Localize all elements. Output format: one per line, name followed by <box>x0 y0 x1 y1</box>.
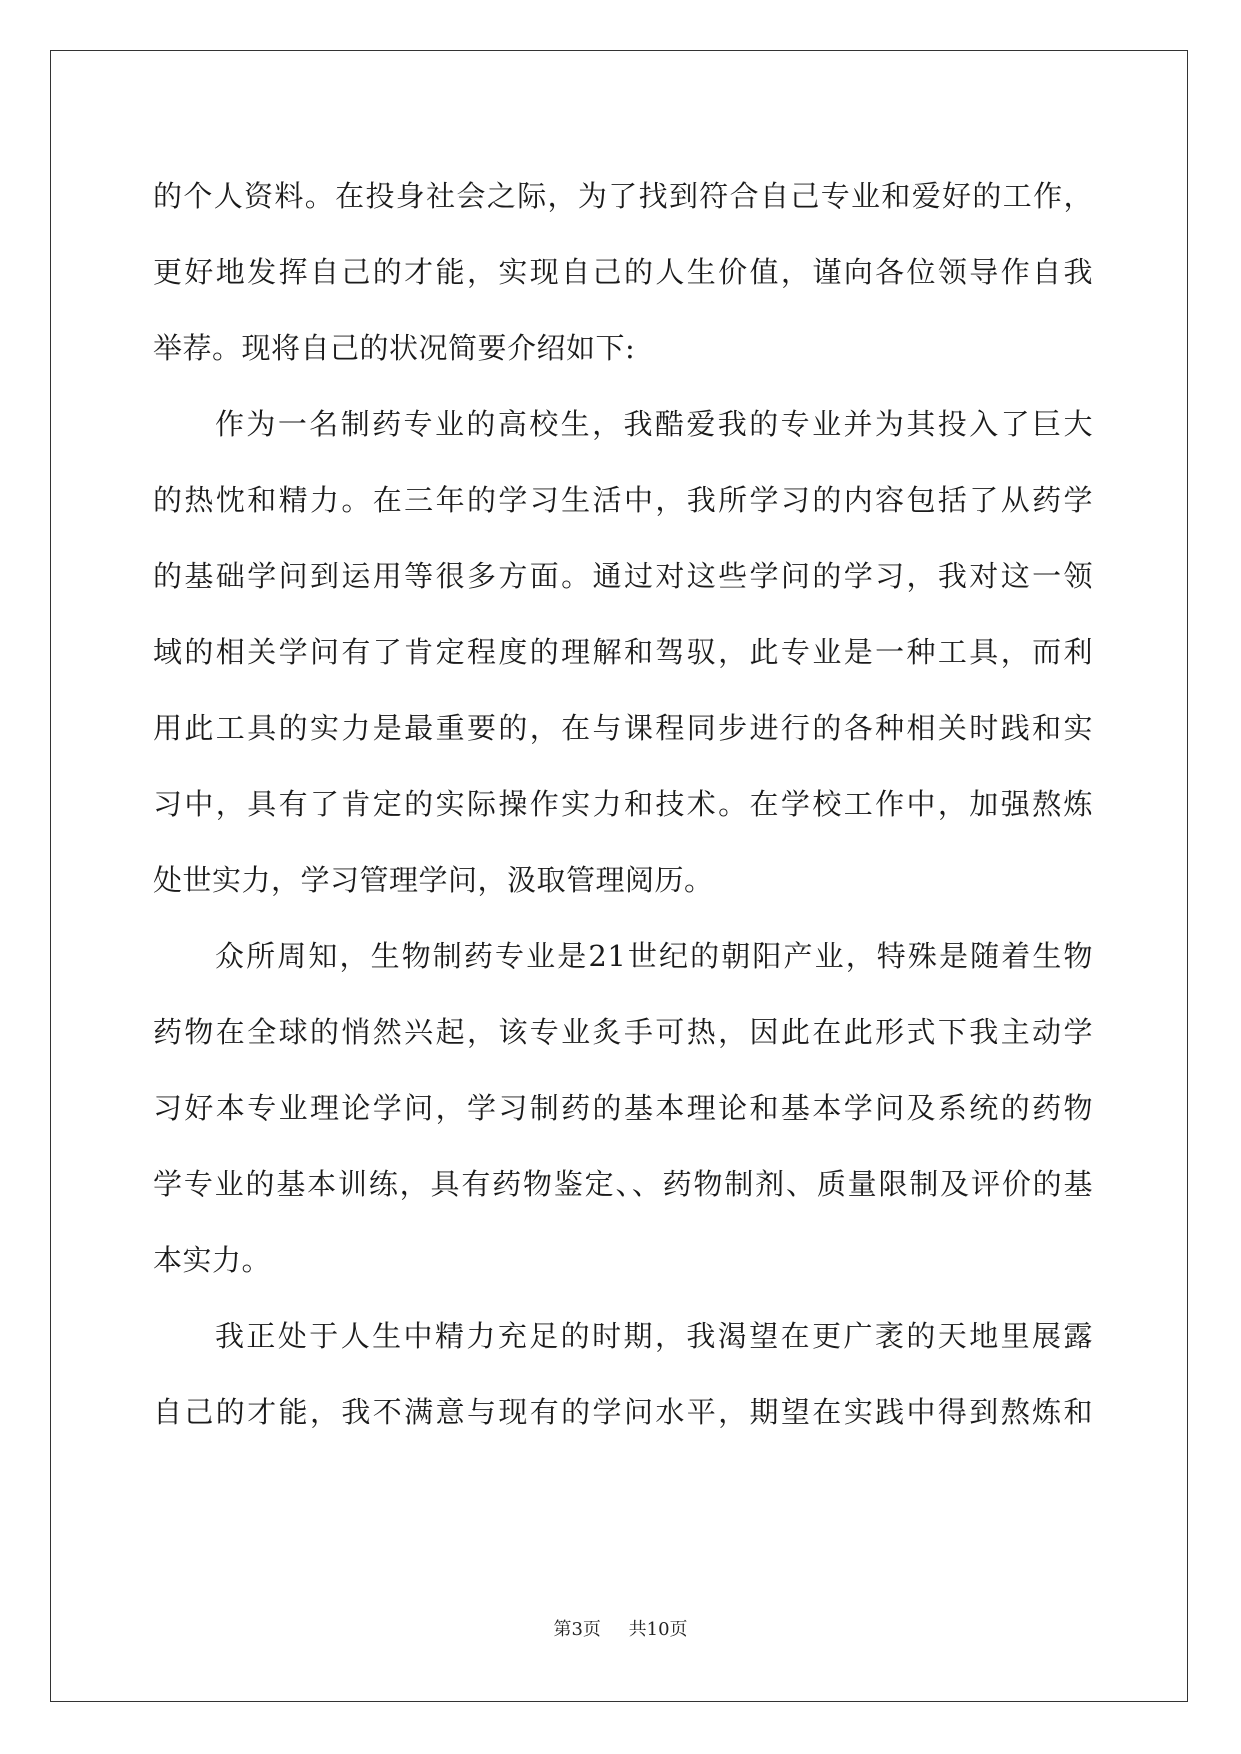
text-line: 举荐。现将自己的状况简要介绍如下: <box>153 331 636 365</box>
text-line: 更好地发挥自己的才能，实现自己的人生价值，谨向各位领导作自我 <box>153 255 1093 289</box>
document-body <box>153 158 1093 1450</box>
text-line: 药物在全球的悄然兴起，该专业炙手可热，因此在此形式下我主动学 <box>153 1015 1093 1049</box>
text-line: 众所周知，生物制药专业是21世纪的朝阳产业，特殊是随着生物 <box>215 939 1093 973</box>
text-line: 的个人资料。在投身社会之际，为了找到符合自己专业和爱好的工作， <box>153 179 1093 213</box>
text-line: 我正处于人生中精力充足的时期，我渴望在更广袤的天地里展露 <box>215 1319 1093 1353</box>
page-total: 共10页 <box>628 1619 688 1640</box>
text-line: 的热忱和精力。在三年的学习生活中，我所学习的内容包括了从药学 <box>153 483 1093 517</box>
text-line: 处世实力，学习管理学问，汲取管理阅历。 <box>153 863 714 897</box>
text-line: 学专业的基本训练，具有药物鉴定、、药物制剂、质量限制及评价的基 <box>153 1167 1093 1201</box>
page-footer <box>0 1615 1241 1641</box>
text-line: 本实力。 <box>153 1243 272 1277</box>
text-line: 的基础学问到运用等很多方面。通过对这些学问的学习，我对这一领 <box>153 559 1093 593</box>
text-line: 作为一名制药专业的高校生，我酷爱我的专业并为其投入了巨大 <box>215 407 1093 441</box>
text-line: 习中，具有了肯定的实际操作实力和技术。在学校工作中，加强熬炼 <box>153 787 1093 821</box>
text-line: 用此工具的实力是最重要的，在与课程同步进行的各种相关时践和实 <box>153 711 1093 745</box>
page-number: 第3页 <box>553 1619 601 1640</box>
text-line: 自己的才能，我不满意与现有的学问水平，期望在实践中得到熬炼和 <box>153 1395 1093 1429</box>
text-line: 域的相关学问有了肯定程度的理解和驾驭，此专业是一种工具，而利 <box>153 635 1093 669</box>
text-line: 习好本专业理论学问，学习制药的基本理论和基本学问及系统的药物 <box>153 1091 1093 1125</box>
